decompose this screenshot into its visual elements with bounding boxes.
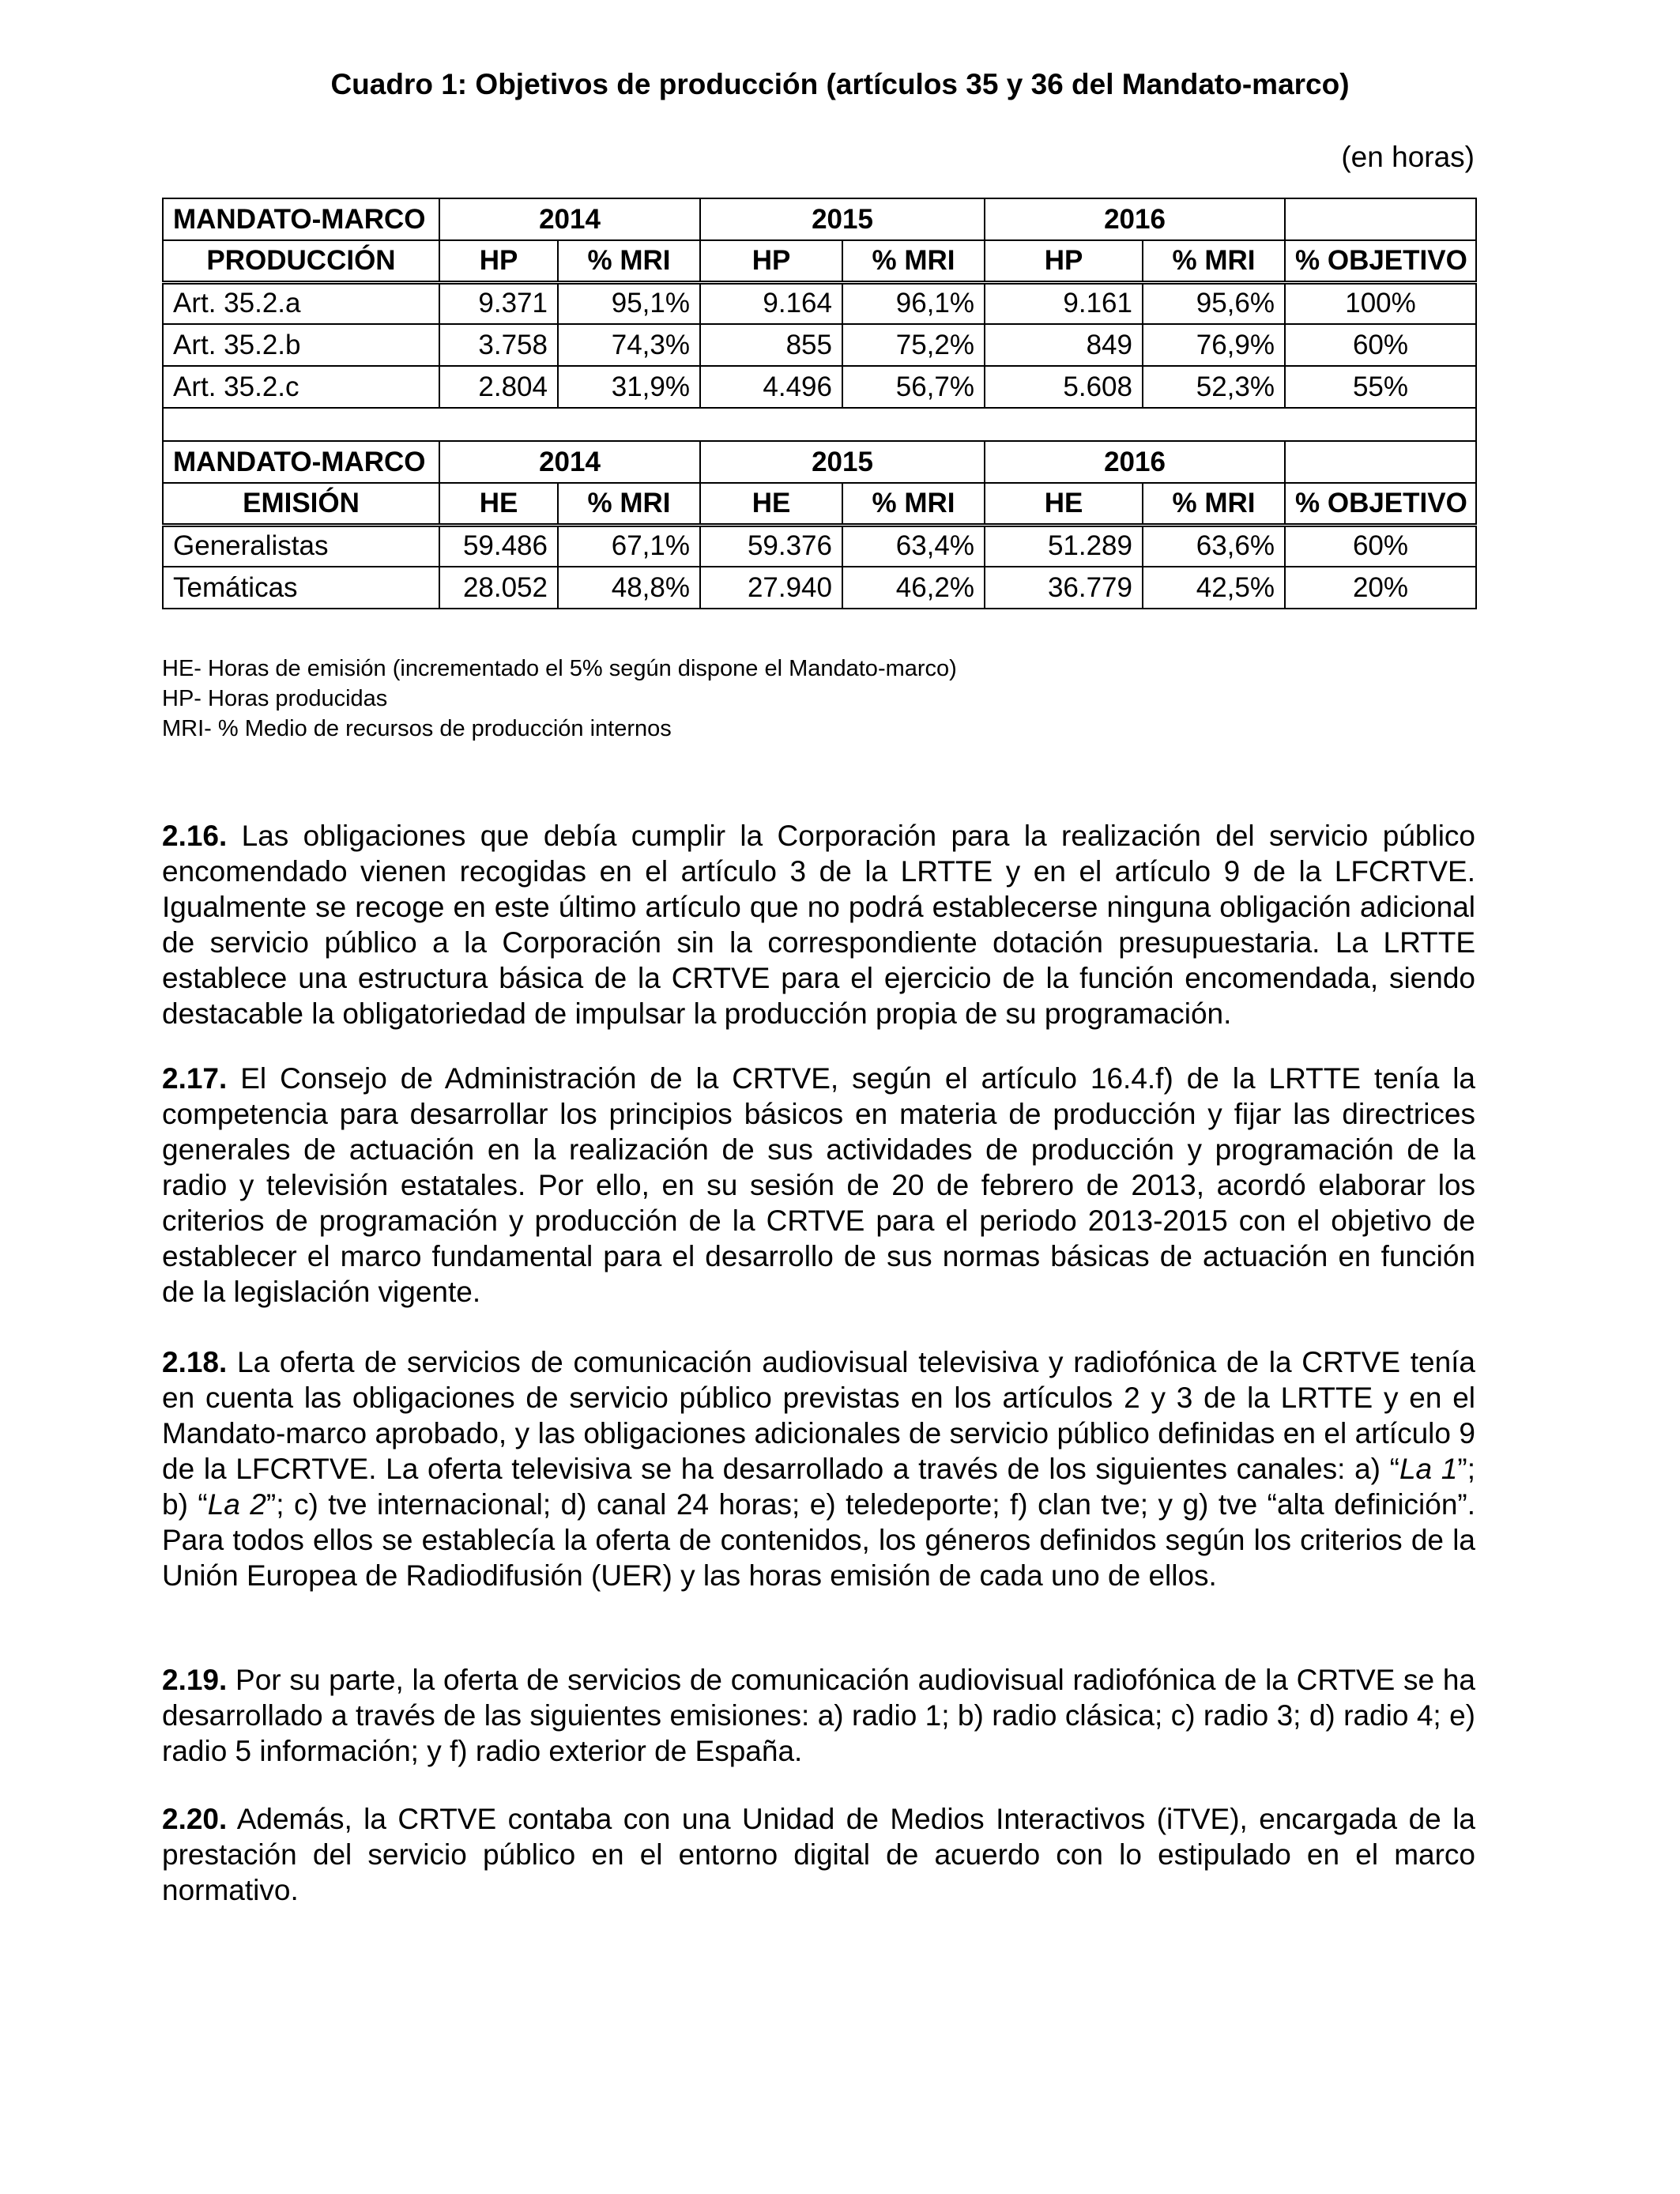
note-line: HE- Horas de emisión (incrementado el 5% según dispone el Mandato-marco) [162,656,957,681]
production-group-header [163,198,1476,240]
paragraph-text: ”; b) “ [162,1453,1475,1521]
table-cell: 75,2% [842,324,985,366]
table-cell: 96,1% [842,282,985,324]
production-sub-header [163,240,1476,282]
table-cell: 855 [700,324,842,366]
header-cell: % OBJETIVO [1285,240,1476,282]
paragraph-2-17 [162,1061,1475,1310]
table-cell: 55% [1285,366,1476,408]
paragraph-text: El Consejo de Administración de la CRTVE, según el artículo 16.4.f) de la LRTTE tenía la competencia para desarrollar los principios básicos en materia de producción y fijar las directrices generales de actuación en la realización de sus actividades de producción y programación de la radio y televisión estatales. Por ello, en su sesión de 20 de febrero de 2013, acordó elaborar los criterios de programación y producción de la CRTVE para el periodo 2013-2015 con el objetivo de establecer el marco fundamental para el desarrollo de sus normas básicas de actuación en función de la legislación vigente. [162,1062,1475,1308]
table-cell: Art. 35.2.b [163,324,439,366]
table-cell: 59.376 [700,525,842,567]
paragraph-2-18 [162,1344,1475,1593]
table-cell: 52,3% [1143,366,1285,408]
header-cell: 2014 [439,441,700,483]
unit-note: (en horas) [1341,141,1475,173]
table-cell: 95,6% [1143,282,1285,324]
paragraph-text: La oferta de servicios de comunicación audiovisual televisiva y radiofónica de la CRTVE tenía en cuenta las obligaciones de servicio público previstas en los artículos 2 y 3 de la LRTTE y en el Mandato-marco aprobado, y las obligaciones adicionales de servicio público definidas en el artículo 9 de la LFCRTVE. La oferta televisiva se ha desarrollado a través de los siguientes canales: a) “ [162,1346,1475,1485]
table-cell: 2.804 [439,366,558,408]
table-cell: Generalistas [163,525,439,567]
paragraph-number: 2.20. [162,1803,228,1835]
table-cell: 51.289 [985,525,1143,567]
table-cell: 3.758 [439,324,558,366]
header-cell: % MRI [842,240,985,282]
table-cell: 76,9% [1143,324,1285,366]
table-cell: 9.164 [700,282,842,324]
header-cell: % MRI [1143,240,1285,282]
table-cell: 28.052 [439,567,558,609]
header-cell: 2014 [439,198,700,240]
header-cell: % MRI [842,483,985,525]
table-cell: Art. 35.2.a [163,282,439,324]
note-line: MRI- % Medio de recursos de producción internos [162,716,672,741]
table-cell: 36.779 [985,567,1143,609]
table-title: Cuadro 1: Objetivos de producción (artículos 35 y 36 del Mandato-marco) [330,68,1350,100]
header-cell: 2015 [700,441,985,483]
header-cell: HP [985,240,1143,282]
header-cell: % MRI [1143,483,1285,525]
header-cell: % MRI [558,483,700,525]
table-cell: 27.940 [700,567,842,609]
table-cell: 9.371 [439,282,558,324]
table-cell: 95,1% [558,282,700,324]
channel-name: La 2 [207,1488,266,1521]
paragraph-text: Las obligaciones que debía cumplir la Corporación para la realización del servicio público encomendado vienen recogidas en el artículo 3 de la LRTTE y en el artículo 9 de la LFCRTVE. Igualmente se recoge en este último artículo que no podrá establecerse ninguna obligación adicional de servicio público a la Corporación sin la correspondiente dotación presupuestaria. La LRTTE establece una estructura básica de la CRTVE para el ejercicio de la función encomendada, siendo destacable la obligatoriedad de impulsar la producción propia de su programación. [162,820,1475,1030]
table-spacer-row [163,408,1476,441]
paragraph-text: ”; c) tve internacional; d) canal 24 horas; e) teledeporte; f) clan tve; y g) tve “alta definición”. Para todos ellos se establecía la oferta de contenidos, los géneros definidos según los criterios de la Unión Europea de Radiodifusión (UER) y las horas emisión de cada uno de ellos. [162,1488,1476,1592]
table-cell: 67,1% [558,525,700,567]
table-cell: 63,6% [1143,525,1285,567]
table-row [163,282,1476,324]
channel-name: La 1 [1399,1453,1458,1485]
table-cell: 9.161 [985,282,1143,324]
header-cell [1285,441,1476,483]
paragraph-2-16 [162,818,1475,1031]
header-cell: HP [700,240,842,282]
production-objectives-table [162,198,1477,609]
table-cell: Temáticas [163,567,439,609]
table-row [163,567,1476,609]
table-cell: 31,9% [558,366,700,408]
paragraph-2-19 [162,1662,1475,1769]
header-cell: PRODUCCIÓN [163,240,439,282]
table-cell: Art. 35.2.c [163,366,439,408]
table-cell: 74,3% [558,324,700,366]
table-row [163,366,1476,408]
table-cell: 60% [1285,525,1476,567]
note-line: HP- Horas producidas [162,686,388,711]
emission-sub-header [163,483,1476,525]
paragraph-text: Por su parte, la oferta de servicios de comunicación audiovisual radiofónica de la CRTVE se ha desarrollado a través de las siguientes emisiones: a) radio 1; b) radio clásica; c) radio 3; d) radio 4; e) radio 5 información; y f) radio exterior de España. [162,1664,1476,1767]
paragraph-2-20 [162,1801,1475,1908]
header-cell: HP [439,240,558,282]
table-cell: 56,7% [842,366,985,408]
header-cell: HE [439,483,558,525]
emission-group-header [163,441,1476,483]
table-cell: 20% [1285,567,1476,609]
header-cell: MANDATO-MARCO [163,441,439,483]
table-notes [162,654,957,744]
table-cell: 100% [1285,282,1476,324]
header-cell: HE [700,483,842,525]
table-cell: 59.486 [439,525,558,567]
header-cell: EMISIÓN [163,483,439,525]
table-cell: 46,2% [842,567,985,609]
header-cell: % OBJETIVO [1285,483,1476,525]
paragraph-number: 2.18. [162,1346,228,1378]
header-cell: 2016 [985,441,1285,483]
header-cell [1285,198,1476,240]
header-cell: 2016 [985,198,1285,240]
header-cell: HE [985,483,1143,525]
paragraph-number: 2.16. [162,820,228,852]
table-spacer-cell [163,408,1476,441]
table-row [163,324,1476,366]
table-cell: 48,8% [558,567,700,609]
paragraph-number: 2.19. [162,1664,228,1696]
header-cell: MANDATO-MARCO [163,198,439,240]
table-cell: 5.608 [985,366,1143,408]
table-cell: 42,5% [1143,567,1285,609]
paragraph-text: Además, la CRTVE contaba con una Unidad de Medios Interactivos (iTVE), encargada de la prestación del servicio público en el entorno digital de acuerdo con lo estipulado en el marco normativo. [162,1803,1475,1906]
header-cell: 2015 [700,198,985,240]
table-cell: 849 [985,324,1143,366]
table-row [163,525,1476,567]
paragraph-number: 2.17. [162,1062,228,1095]
table-cell: 4.496 [700,366,842,408]
table-cell: 60% [1285,324,1476,366]
header-cell: % MRI [558,240,700,282]
table-cell: 63,4% [842,525,985,567]
